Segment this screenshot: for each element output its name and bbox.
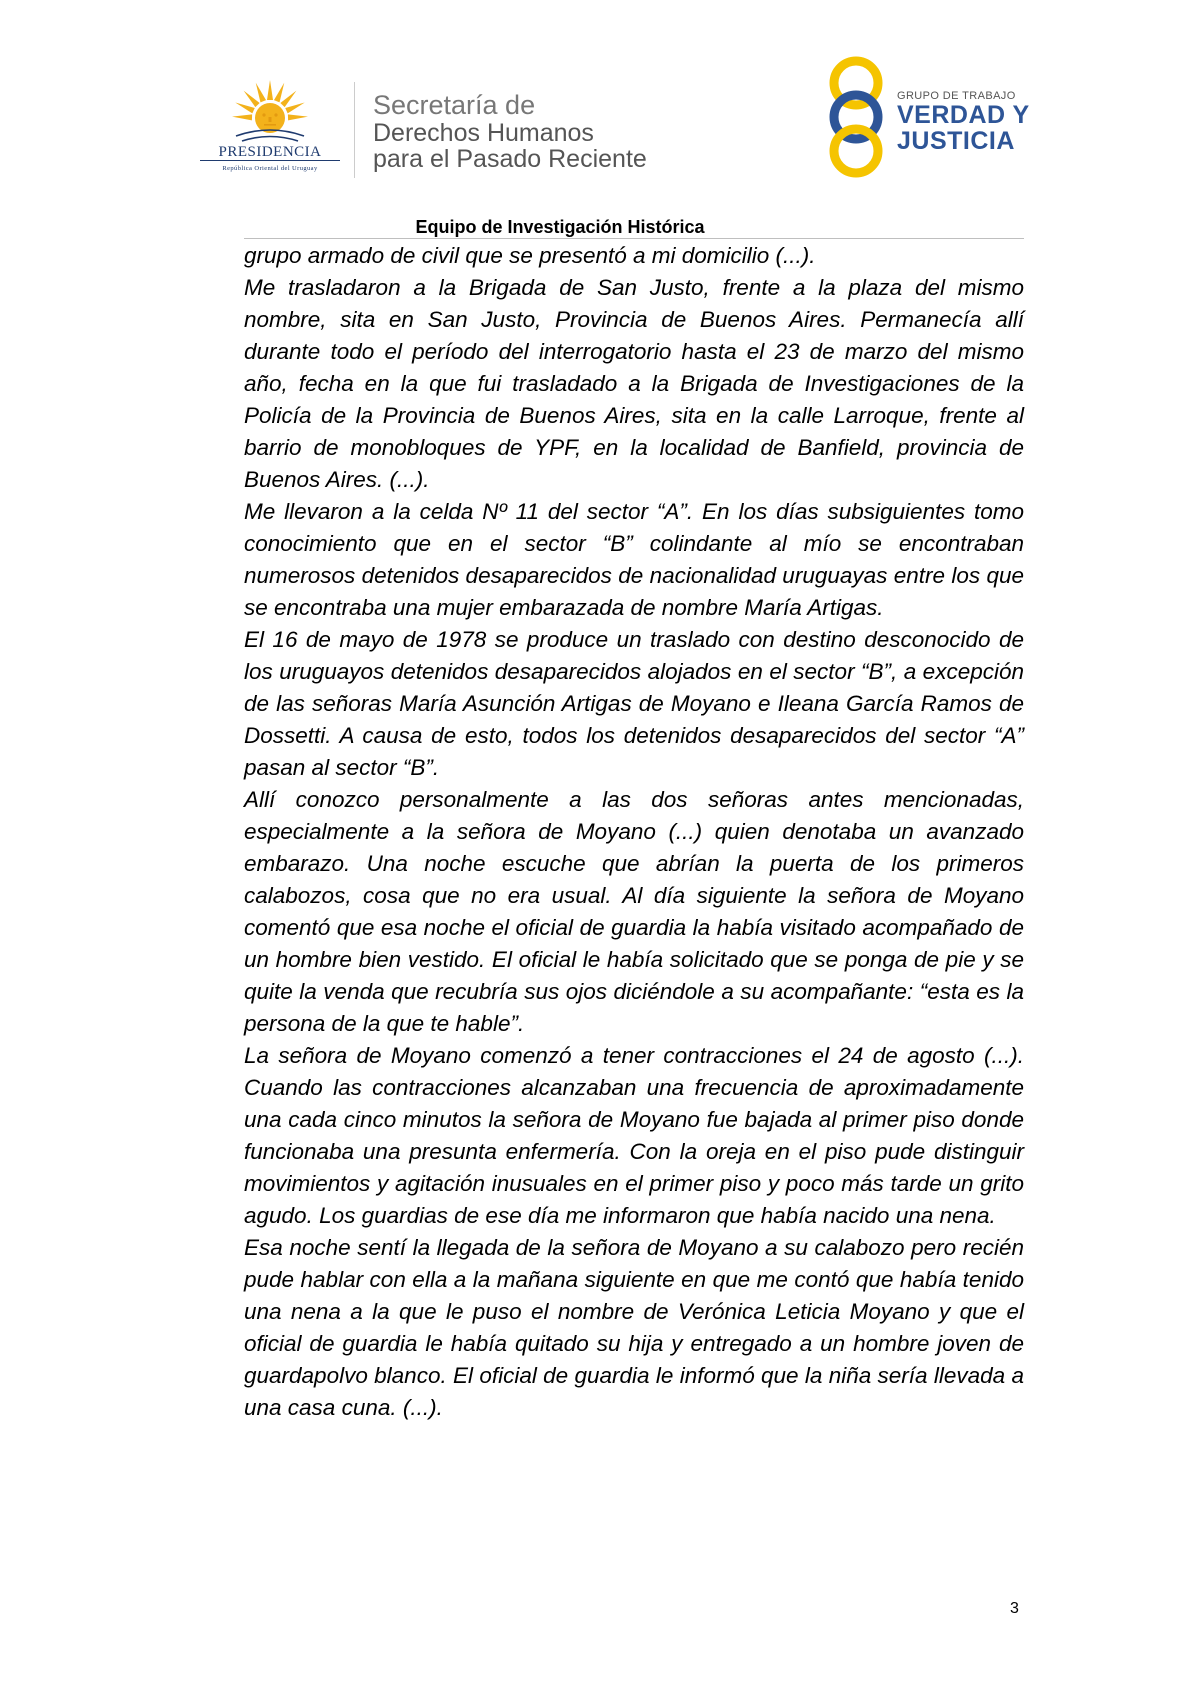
- secretaria-line-2: Derechos Humanos: [373, 119, 594, 147]
- secretaria-logo: [373, 90, 703, 172]
- page-header: [0, 0, 1191, 240]
- section-title: Equipo de Investigación Histórica: [415, 217, 705, 237]
- presidencia-wordmark: PRESIDENCIA: [218, 144, 322, 160]
- paragraph: Allí conozco personalmente a las dos señoras antes mencionadas, especialmente a la señora de Moyano (...) quien denotaba un avanzado embarazo. Una noche escuche que abrían la puerta de los primeros calabozos, cosa que no era usual. Al día siguiente la señora de Moyano comentó que esa noche el oficial de guardia la había visitado acompañado de un hombre bien vestido. El oficial le había solicitado que se ponga de pie y se quite la venda que recubría sus ojos diciéndole a su acompañante: “esta es la persona de la que te hable”.: [244, 787, 1024, 1036]
- presidencia-rule: [200, 160, 340, 161]
- grupo-label: GRUPO DE TRABAJO: [897, 90, 1016, 102]
- presidencia-subtitle: República Oriental del Uruguay: [222, 165, 318, 172]
- sun-emblem-icon: [228, 78, 312, 144]
- paragraph: grupo armado de civil que se presentó a mi domicilio (...).: [244, 243, 816, 268]
- verdad-label: VERDAD Y: [897, 101, 1030, 129]
- verdad-justicia-rings-icon: [820, 55, 892, 179]
- paragraph: El 16 de mayo de 1978 se produce un traslado con destino desconocido de los uruguayos detenidos desaparecidos alojados en el sector “B”, a excepción de las señoras María Asunción Artigas de Moyano e Ileana García Ramos de Dossetti. A causa de esto, todos los detenidos desaparecidos del sector “A” pasan al sector “B”.: [244, 627, 1024, 780]
- verdad-justicia-logo: [897, 90, 1037, 154]
- logo-divider: [354, 82, 355, 178]
- secretaria-line-1: Secretaría de: [373, 90, 536, 120]
- secretaria-line-3: para el Pasado Reciente: [373, 145, 647, 173]
- page-number: 3: [1010, 1600, 1019, 1617]
- paragraph: Esa noche sentí la llegada de la señora de Moyano a su calabozo pero recién pude hablar con ella a la mañana siguiente en que me contó que había tenido una nena a la que le puso el nombre de Verónica Leticia Moyano y que el oficial de guardia le había quitado su hija y entregado a un hombre joven de guardapolvo blanco. El oficial de guardia le informó que la niña sería llevada a una casa cuna. (...).: [244, 1235, 1024, 1420]
- presidencia-logo: [195, 78, 345, 178]
- paragraph: Me trasladaron a la Brigada de San Justo, frente a la plaza del mismo nombre, sita en San Justo, Provincia de Buenos Aires. Permanecía allí durante todo el período del interrogatorio hasta el 23 de marzo del mismo año, fecha en la que fui trasladado a la Brigada de Investigaciones de la Policía de la Provincia de Buenos Aires, sita en la calle Larroque, frente al barrio de monobloques de YPF, en la localidad de Banfield, provincia de Buenos Aires. (...).: [244, 275, 1024, 492]
- justicia-label: JUSTICIA: [897, 127, 1015, 155]
- paragraph: La señora de Moyano comenzó a tener contracciones el 24 de agosto (...). Cuando las contracciones alcanzaban una frecuencia de aproximadamente una cada cinco minutos la señora de Moyano fue bajada al primer piso donde funcionaba una presunta enfermería. Con la oreja en el piso pude distinguir movimientos y agitación inusuales en el primer piso y poco más tarde un grito agudo. Los guardias de ese día me informaron que había nacido una nena.: [244, 1043, 1024, 1228]
- document-body: [244, 240, 1024, 1424]
- paragraph: Me llevaron a la celda Nº 11 del sector “A”. En los días subsiguientes tomo conocimiento que en el sector “B” colindante al mío se encontraban numerosos detenidos desaparecidos de nacionalidad uruguayas entre los que se encontraba una mujer embarazada de nombre María Artigas.: [244, 499, 1024, 620]
- header-rule: [244, 238, 1024, 239]
